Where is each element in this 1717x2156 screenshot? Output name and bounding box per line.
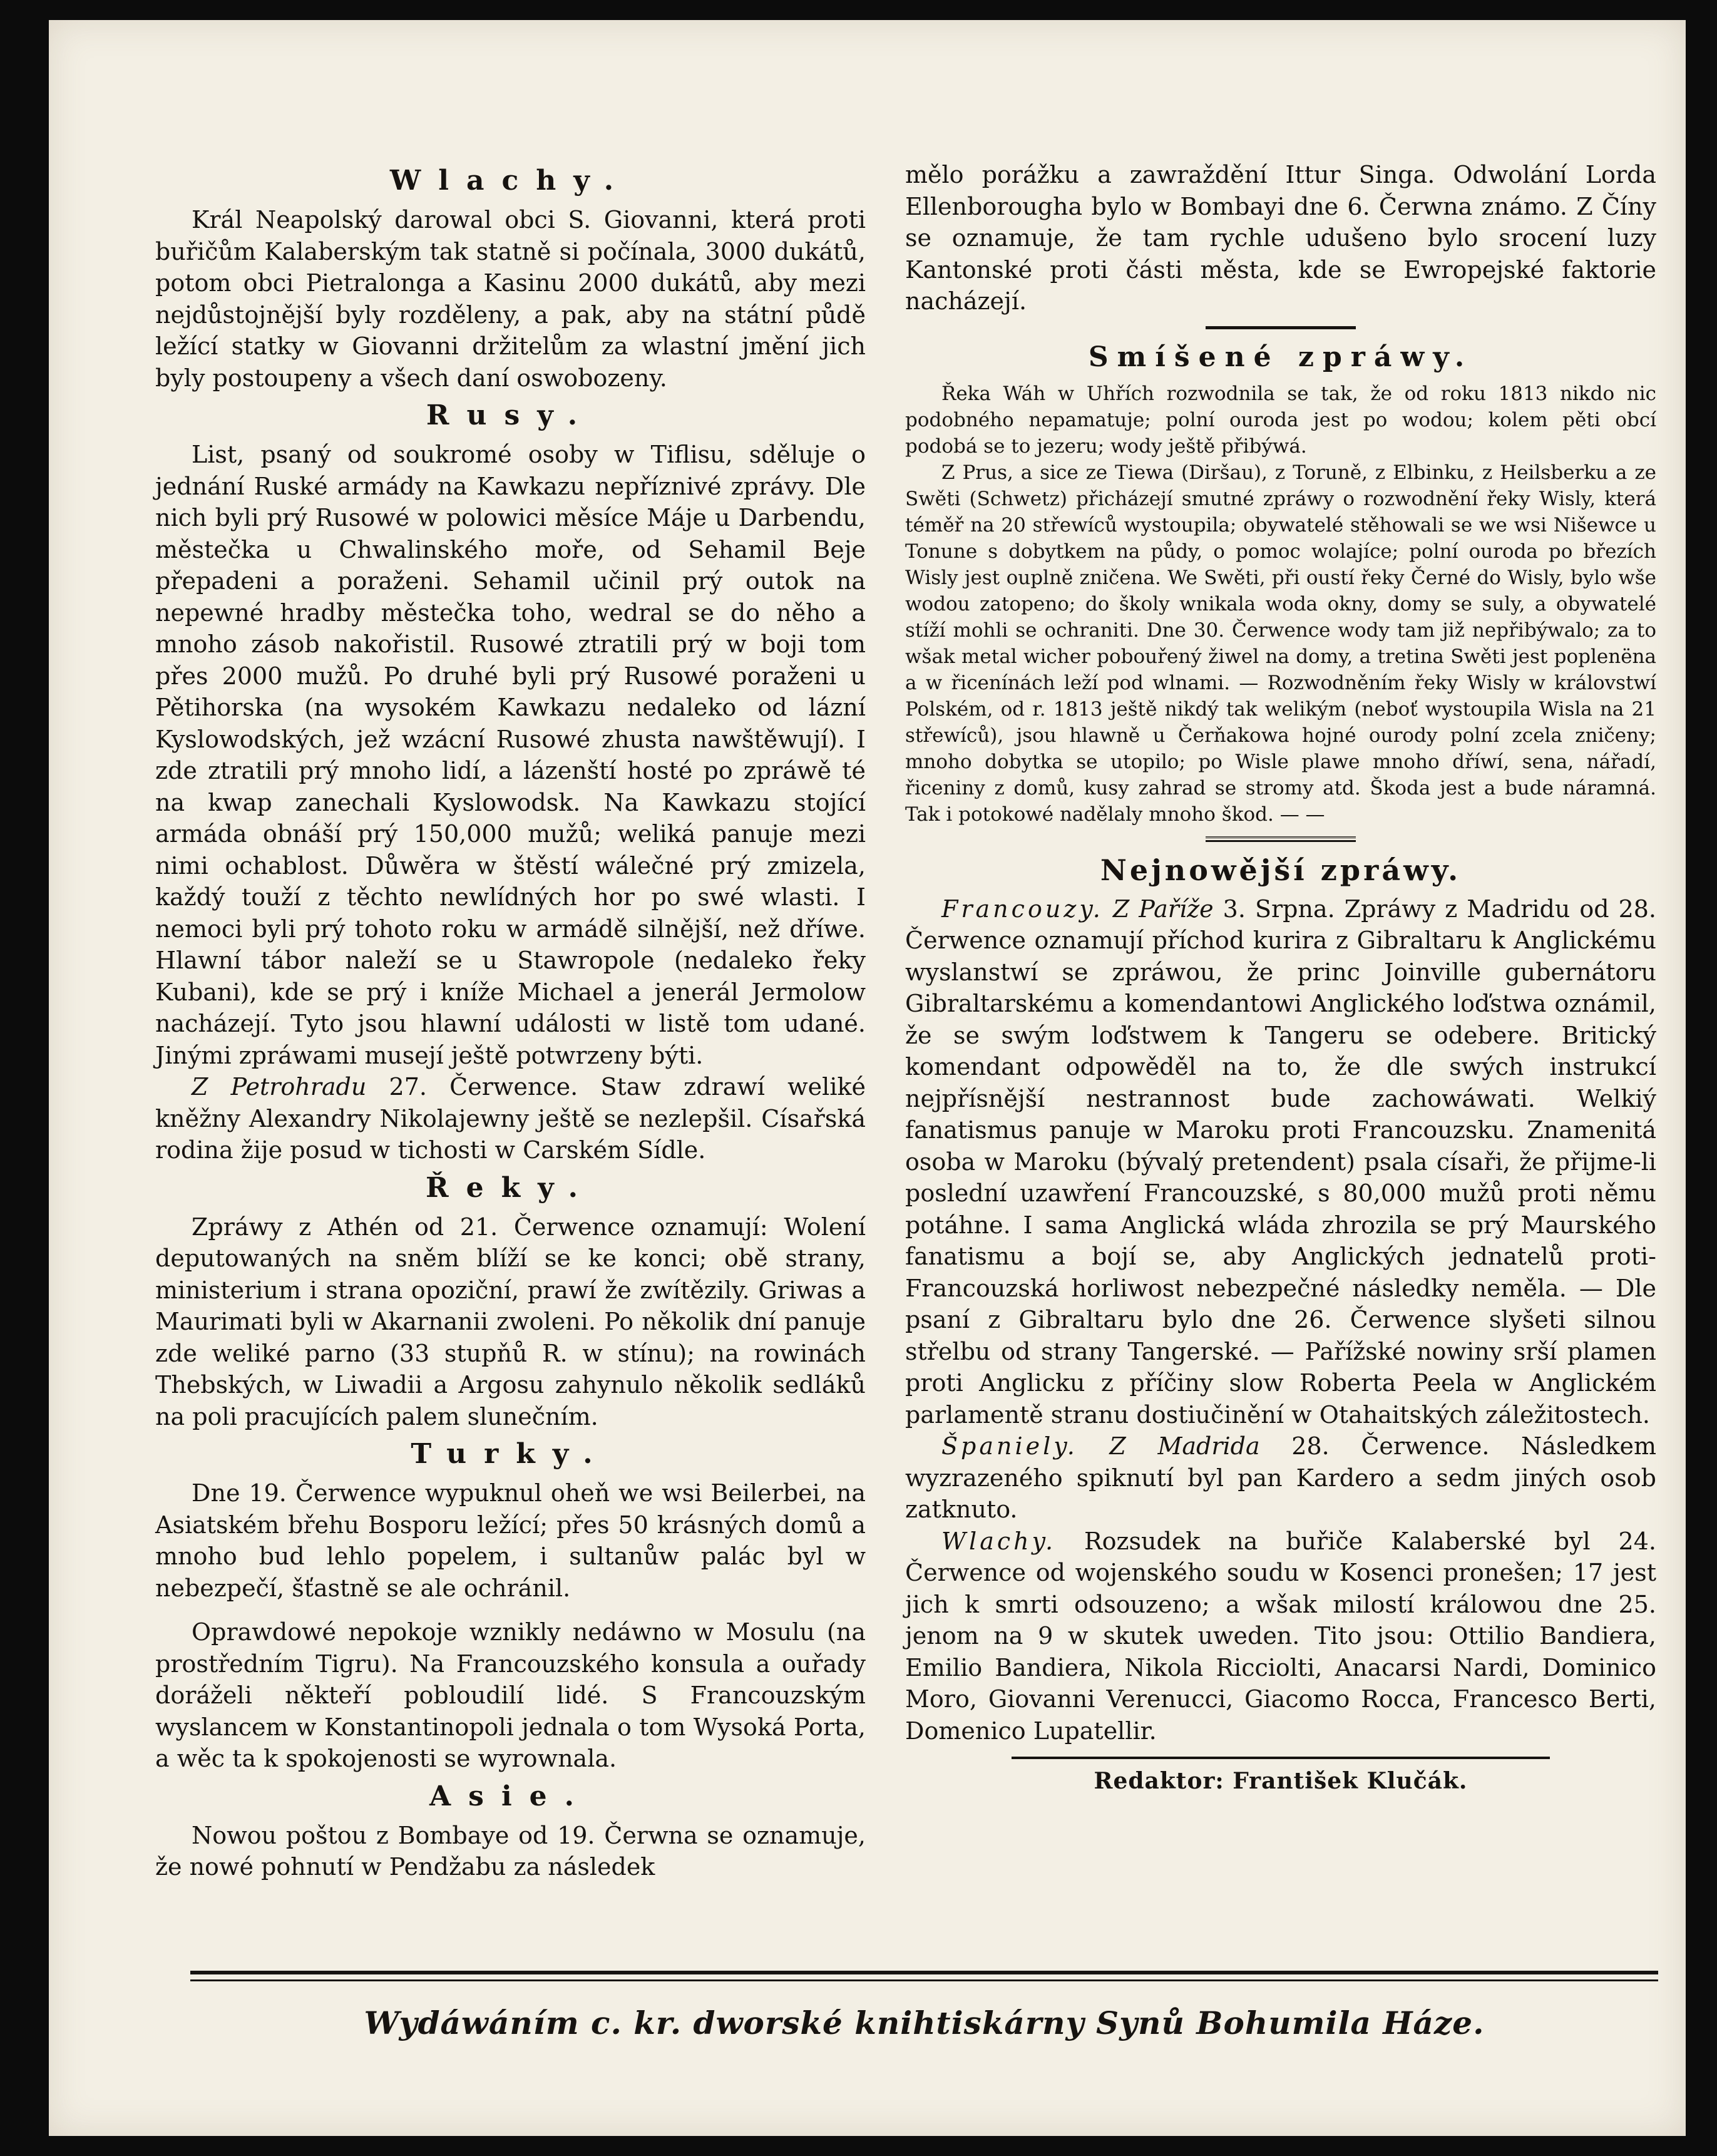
article-wisla: Z Prus, a sice ze Tiewa (Diršau), z Toruně, z Elbinku, z Heilsberku a ze Swěti (Schwetz) přicházejí smutné zpráwy o rozwodnění řeky Wisly, která téměř na 20 střewíců wystoupila; obywatelé stěhowali se we wsi Nišewce u Tonune s dobytkem na půdy, o pomoc wolajíce; polní ouroda po březích Wisly jest ouplně zničena. We Swěti, při oustí řeky Černé do Wisly, bylo wše wodou zatopeno; do školy wnikala woda okny, domy se suly, a obywatelé stíží mohli se ochraniti. Dne 30. Čerwence wody tam již nepřibýwalo; za to wšak metal wicher pobouřený žiwel na domy, a tretina Swěti jest poplenëna a w řicenínách leží pod wlnami. — Rozwodněním řeky Wisly w královstwí Polském, od r. 1813 ještě nikdý tak welikým (neboť wystoupila Wisla na 21 střewíců), jsou hlawně u Čerňakowa hojné ourody polní zcela zničeny; mnoho dobytka se utopilo; po Wisle plawe mnoho dříwí, sena, nářadí, řiceniny z domů, kusy zahrad se stromy atd. Škoda jest a bude náramná. Tak i potokowé nadělaly mnoho škod. — — — [905, 461, 1656, 826]
country-spanely: Španiely. — [941, 1432, 1078, 1460]
place-petrohrad: Z Petrohradu — [192, 1073, 367, 1101]
article-francie — [905, 893, 1656, 1431]
article-asie: Nowou poštou z Bombaye od 19. Čerwna se oznamuje, že nowé pohnutí w Pendžabu za následek — [155, 1821, 866, 1881]
place-pariz: Z Paříže — [1112, 895, 1214, 923]
editor-rule — [1012, 1757, 1550, 1759]
wlachy-news-text: Rozsudek na buřiče Kalaberské byl 24. Čerwence od wojenského soudu w Kosenci pronešen; 17 jest jich k smrti odsouzeno; a wšak milostí králowou dne 25. jenom na 9 w skutek uweden. Tito jsou: Ottilio Bandiera, Emilio Bandiera, Nikola Ricciolti, Anacarsi Nardi, Dominico Moro, Giovanni Verenucci, Giacomo Rocca, Francesco Berti, Domenico Lupatellir. — [905, 1527, 1656, 1745]
footer-rule-thin — [190, 1979, 1658, 1981]
heading-asie: Asie. — [429, 1780, 592, 1812]
petrohrad-text: 27. Čerwence. Staw zdrawí weliké kněžny Alexandry Nikolajewny ještě se nezlepšil. Císařská rodina žije posud w tichosti w Carském Sídle. — [155, 1073, 866, 1164]
country-wlachy: Wlachy. — [941, 1527, 1057, 1555]
heading-wlachy: Wlachy. — [389, 165, 632, 197]
place-madrid: Z Madrida — [1109, 1432, 1260, 1460]
smisene-block — [905, 381, 1656, 828]
heading-nejnowejsi: Nejnowější zpráwy. — [1100, 853, 1462, 887]
article-spanely — [905, 1430, 1656, 1526]
footer-rule-thick — [190, 1971, 1658, 1974]
article-reky: Zpráwy z Athén od 21. Čerwence oznamují: Wolení deputowaných na sněm blíží se ke konci; obě strany, ministerium i strana opoziční, prawí že zwítězily. Griwas a Maurimati byli w Akarnanii zwoleni. Po několik dní panuje zde weliké parno (33 stupňů R. w stínu); na rowinách Thebských, w Liwadii a Argosu zahynulo několik sedláků na poli pracujících palem slunečním. — [155, 1213, 866, 1430]
article-asie-continued: mělo porážku a zawraždění Ittur Singa. Odwolání Lorda Ellenborougha bylo w Bombayi dne 6. Čerwna známo. Z Číny se oznamuje, že tam rychle udušeno bylo srocení luzy Kantonské proti části města, kde se Ewropejské faktorie nacházejí. — [905, 161, 1656, 315]
heading-smisene: Smíšené zpráwy. — [1088, 341, 1474, 373]
article-rusy-petrohrad — [155, 1071, 866, 1166]
heading-reky: Řeky. — [426, 1171, 595, 1204]
section-divider-double — [1206, 836, 1356, 842]
article-turky-mosul: Oprawdowé nepokoje wznikly nedáwno w Mosulu (na prostředním Tigru). Na Francouzského konsula a ouřady doráželi někteří pobloudilí lidé. S Francouzským wyslancem w Konstantinopoli jednala o tom Wysoká Porta, a wěc ta k spokojenosti se wyrownala. — [155, 1618, 866, 1772]
newspaper-page — [49, 20, 1686, 2136]
article-wlachy-news — [905, 1526, 1656, 1747]
country-francouzy: Francouzy. — [941, 895, 1104, 923]
right-column — [905, 159, 1656, 1797]
section-divider — [1206, 326, 1356, 329]
spanely-text: 28. Čerwence. Následkem wyzrazeného spiknutí byl pan Kardero a sedm jiných osob zatknuto. — [905, 1432, 1656, 1523]
article-turky-fire: Dne 19. Čerwence wypuknul oheň we wsi Beilerbei, na Asiatském břehu Bosporu ležící; přes 50 krásných domů a mnoho bud lehlo popelem, i sultanůw palác byl w nebezpečí, šťastně se ale ochránil. — [155, 1479, 866, 1602]
article-wlachy: Král Neapolský darowal obci S. Giovanni, která proti buřičům Kalaberským tak statně si počínala, 3000 dukátů, potom obci Pietralonga a Kasinu 2000 dukátů, aby mezi nejdůstojnější byly rozděleny, a pak, aby na státní půdě ležící statky w Giovanni držitelům za wlastní jmění jich byly postoupeny a všech daní oswobozeny. — [155, 206, 866, 392]
heading-turky: Turky. — [411, 1438, 610, 1470]
article-vah: Řeka Wáh w Uhřích rozwodnila se tak, že od roku 1813 nikdo nic podobného nepamatuje; polní ouroda jest po wodou; kolem pěti obcí podobá se to jezeru; wody ještě přibýwá. — [905, 382, 1656, 458]
printer-imprint: Wydáwáním c. kr. dworské knihtiskárny Synů Bohumila Háze. — [364, 2005, 1485, 2041]
article-rusy: List, psaný od soukromé osoby w Tiflisu, sděluje o jednání Ruské armády na Kawkazu nepříznivé zprávy. Dle nich byli prý Rusowé w polowici měsíce Máje u Darbendu, městečka u Chwalinského moře, od Sehamil Beje přepadeni a poraženi. Sehamil učinil prý outok na nepewné hradby městečka toho, wedral se do něho a mnoho zásob nakořistil. Rusowé ztratili prý w boji tom přes 2000 mužů. Po druhé byli prý Rusowé poraženi u Pětihorska (na wysokém Kawkazu nedaleko od lázní Kyslowodských, jež wzácní Rusowé zhusta nawštěwují). I zde ztratili prý mnoho lidí, a lázenští hosté po zpráwě té na kwap zanechali Kyslowodsk. Na Kawkazu stojící armáda obnáší prý 150,000 mužů; weliká panuje mezi nimi ochablost. Důwěra w štěstí wálečné prý zmizela, každý touží z těchto newlídných hor po swé wlasti. I nemoci byli prý tohoto roku w armádě silnější, než dříwe. Hlawní tábor naleží se u Stawropole (nedaleko řeky Kubani), kde se prý i kníže Michael a jenerál Jermolow nacházejí. Tyto jsou hlawní události w listě tom udané. Jinými zpráwami musejí ještě potwrzeny býti. — [155, 441, 866, 1069]
left-column — [155, 159, 866, 1883]
francie-text: 3. Srpna. Zpráwy z Madridu od 28. Čerwence oznamují příchod kurira z Gibraltaru k Anglickému wyslanstwí se zpráwou, že princ Joinville gubernátoru Gibraltarskému a komendantowi Anglického loďstwa oznámil, že se swým loďstwem k Tangeru se odebere. Britický komendant odpowěděl na to, že dle swých instrukcí nejpřísnější nestrannost bude zachowáwati. Welkiý fanatismus panuje w Maroku proti Francouzsku. Znamenitá osoba w Maroku (bývalý pretendent) psala císaři, že přijme-li poslední uzawření Francouzské, s 80,000 mužů proti němu potáhne. I sama Anglická wláda zhrozila se prý Maurského fanatismu a bojí se, aby Anglických jednatelů proti-Francouzská horliwost nebezpečné následky neměla. — Dle psaní z Gibraltaru bylo dne 26. Čerwence slyšeti silnou střelbu od strany Tangerské. — Pařížské nowiny srší plamen proti Anglicku z příčiny slow Roberta Peela w Anglickém parlamentě stranu dostiučinění w Otahaitských záležitostech. — [905, 895, 1656, 1429]
editor-line: Redaktor: František Klučák. — [1094, 1768, 1468, 1794]
heading-rusy: Rusy. — [426, 399, 595, 431]
